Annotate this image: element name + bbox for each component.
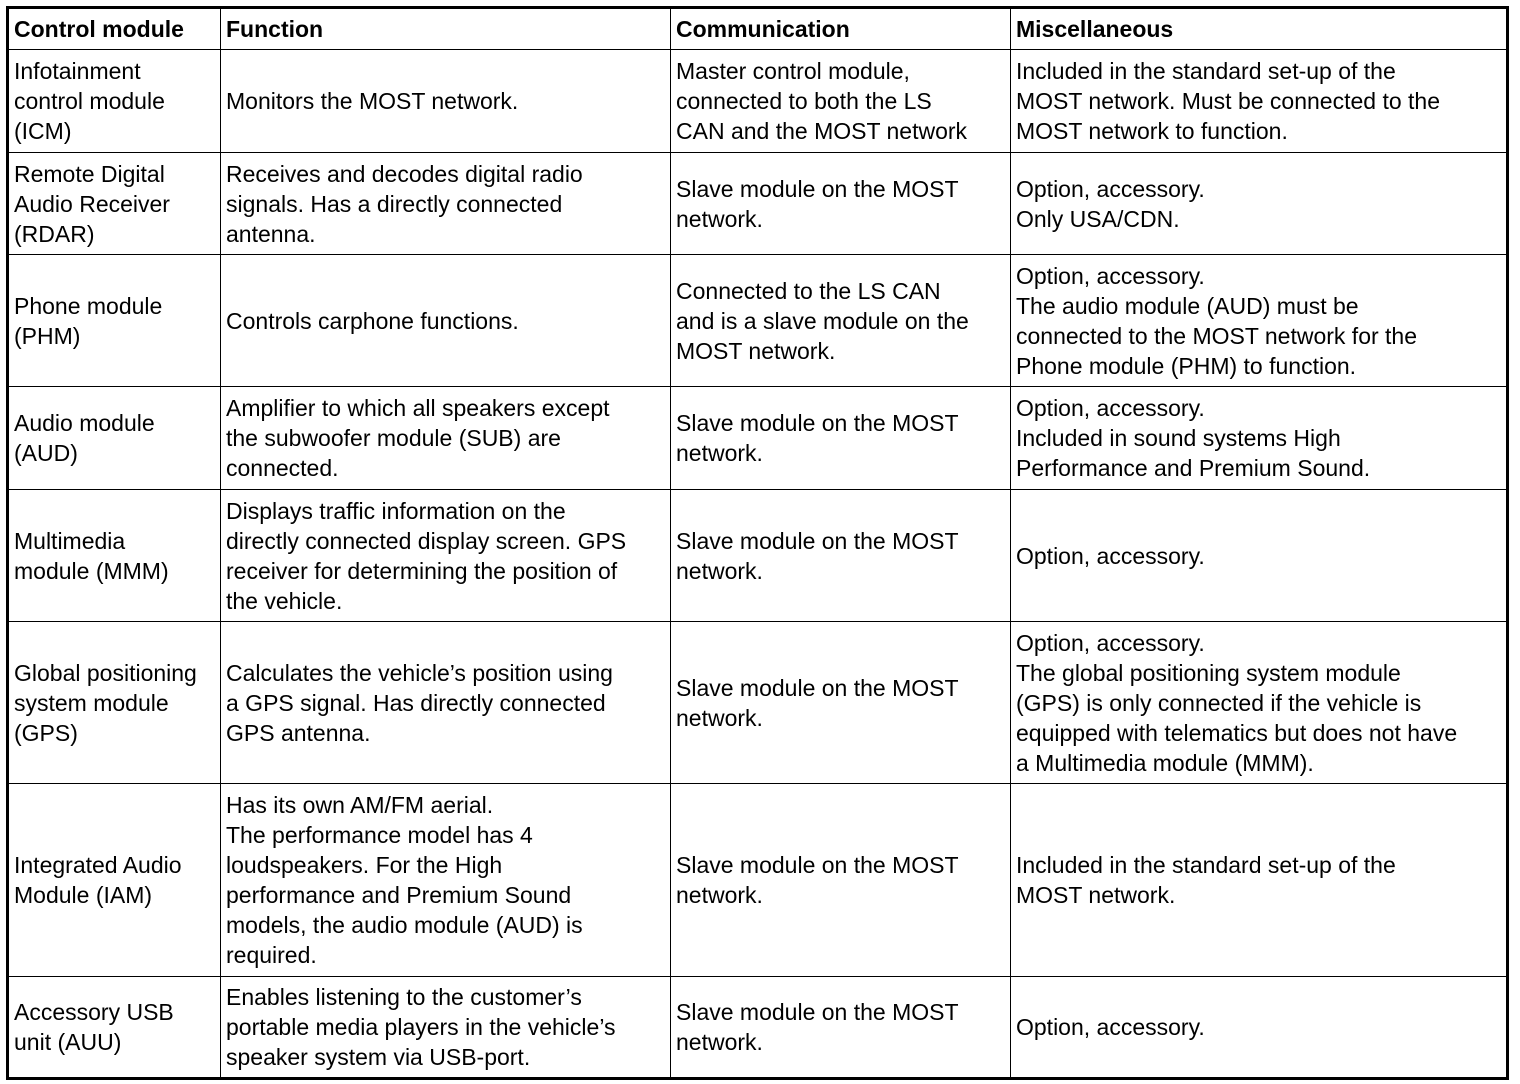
cell-miscellaneous: Option, accessory. The global positioning system module (GPS) is only connected if the vehicle is equipped with telematics but does not have a Multimedia module (MMM). <box>1011 622 1508 784</box>
table-row <box>8 490 1508 622</box>
header-row <box>8 8 1508 50</box>
control-module-table <box>6 6 1509 1080</box>
cell-communication: Master control module, connected to both the LS CAN and the MOST network <box>671 50 1011 153</box>
cell-function: Receives and decodes digital radio signals. Has a directly connected antenna. <box>221 153 671 255</box>
cell-control-module: Phone module (PHM) <box>8 255 221 387</box>
cell-communication: Slave module on the MOST network. <box>671 977 1011 1079</box>
control-module-table-wrapper <box>6 6 1506 1080</box>
table-row <box>8 622 1508 784</box>
cell-function: Monitors the MOST network. <box>221 50 671 153</box>
cell-function: Has its own AM/FM aerial. The performance model has 4 loudspeakers. For the High performance and Premium Sound models, the audio module (AUD) is required. <box>221 784 671 977</box>
header-function: Function <box>221 8 671 50</box>
cell-control-module: Remote Digital Audio Receiver (RDAR) <box>8 153 221 255</box>
cell-miscellaneous: Included in the standard set-up of the MOST network. Must be connected to the MOST network to function. <box>1011 50 1508 153</box>
cell-miscellaneous: Option, accessory. The audio module (AUD) must be connected to the MOST network for the Phone module (PHM) to function. <box>1011 255 1508 387</box>
table-row <box>8 784 1508 977</box>
cell-communication: Slave module on the MOST network. <box>671 622 1011 784</box>
cell-communication: Slave module on the MOST network. <box>671 387 1011 490</box>
cell-communication: Slave module on the MOST network. <box>671 490 1011 622</box>
cell-control-module: Infotainment control module (ICM) <box>8 50 221 153</box>
table-row <box>8 153 1508 255</box>
cell-control-module: Integrated Audio Module (IAM) <box>8 784 221 977</box>
cell-communication: Slave module on the MOST network. <box>671 153 1011 255</box>
table-row <box>8 387 1508 490</box>
cell-control-module: Accessory USB unit (AUU) <box>8 977 221 1079</box>
cell-control-module: Global positioning system module (GPS) <box>8 622 221 784</box>
cell-miscellaneous: Option, accessory. Included in sound systems High Performance and Premium Sound. <box>1011 387 1508 490</box>
cell-function: Amplifier to which all speakers except the subwoofer module (SUB) are connected. <box>221 387 671 490</box>
cell-miscellaneous: Option, accessory. Only USA/CDN. <box>1011 153 1508 255</box>
cell-control-module: Multimedia module (MMM) <box>8 490 221 622</box>
header-control-module: Control module <box>8 8 221 50</box>
cell-miscellaneous: Included in the standard set-up of the MOST network. <box>1011 784 1508 977</box>
cell-miscellaneous: Option, accessory. <box>1011 977 1508 1079</box>
cell-function: Controls carphone functions. <box>221 255 671 387</box>
header-miscellaneous: Miscellaneous <box>1011 8 1508 50</box>
cell-miscellaneous: Option, accessory. <box>1011 490 1508 622</box>
cell-control-module: Audio module (AUD) <box>8 387 221 490</box>
table-row <box>8 977 1508 1079</box>
cell-function: Calculates the vehicle’s position using a GPS signal. Has directly connected GPS antenna. <box>221 622 671 784</box>
header-communication: Communication <box>671 8 1011 50</box>
cell-communication: Slave module on the MOST network. <box>671 784 1011 977</box>
table-row <box>8 255 1508 387</box>
cell-function: Displays traffic information on the directly connected display screen. GPS receiver for determining the position of the vehicle. <box>221 490 671 622</box>
table-row <box>8 50 1508 153</box>
cell-communication: Connected to the LS CAN and is a slave module on the MOST network. <box>671 255 1011 387</box>
cell-function: Enables listening to the customer’s portable media players in the vehicle’s speaker system via USB-port. <box>221 977 671 1079</box>
